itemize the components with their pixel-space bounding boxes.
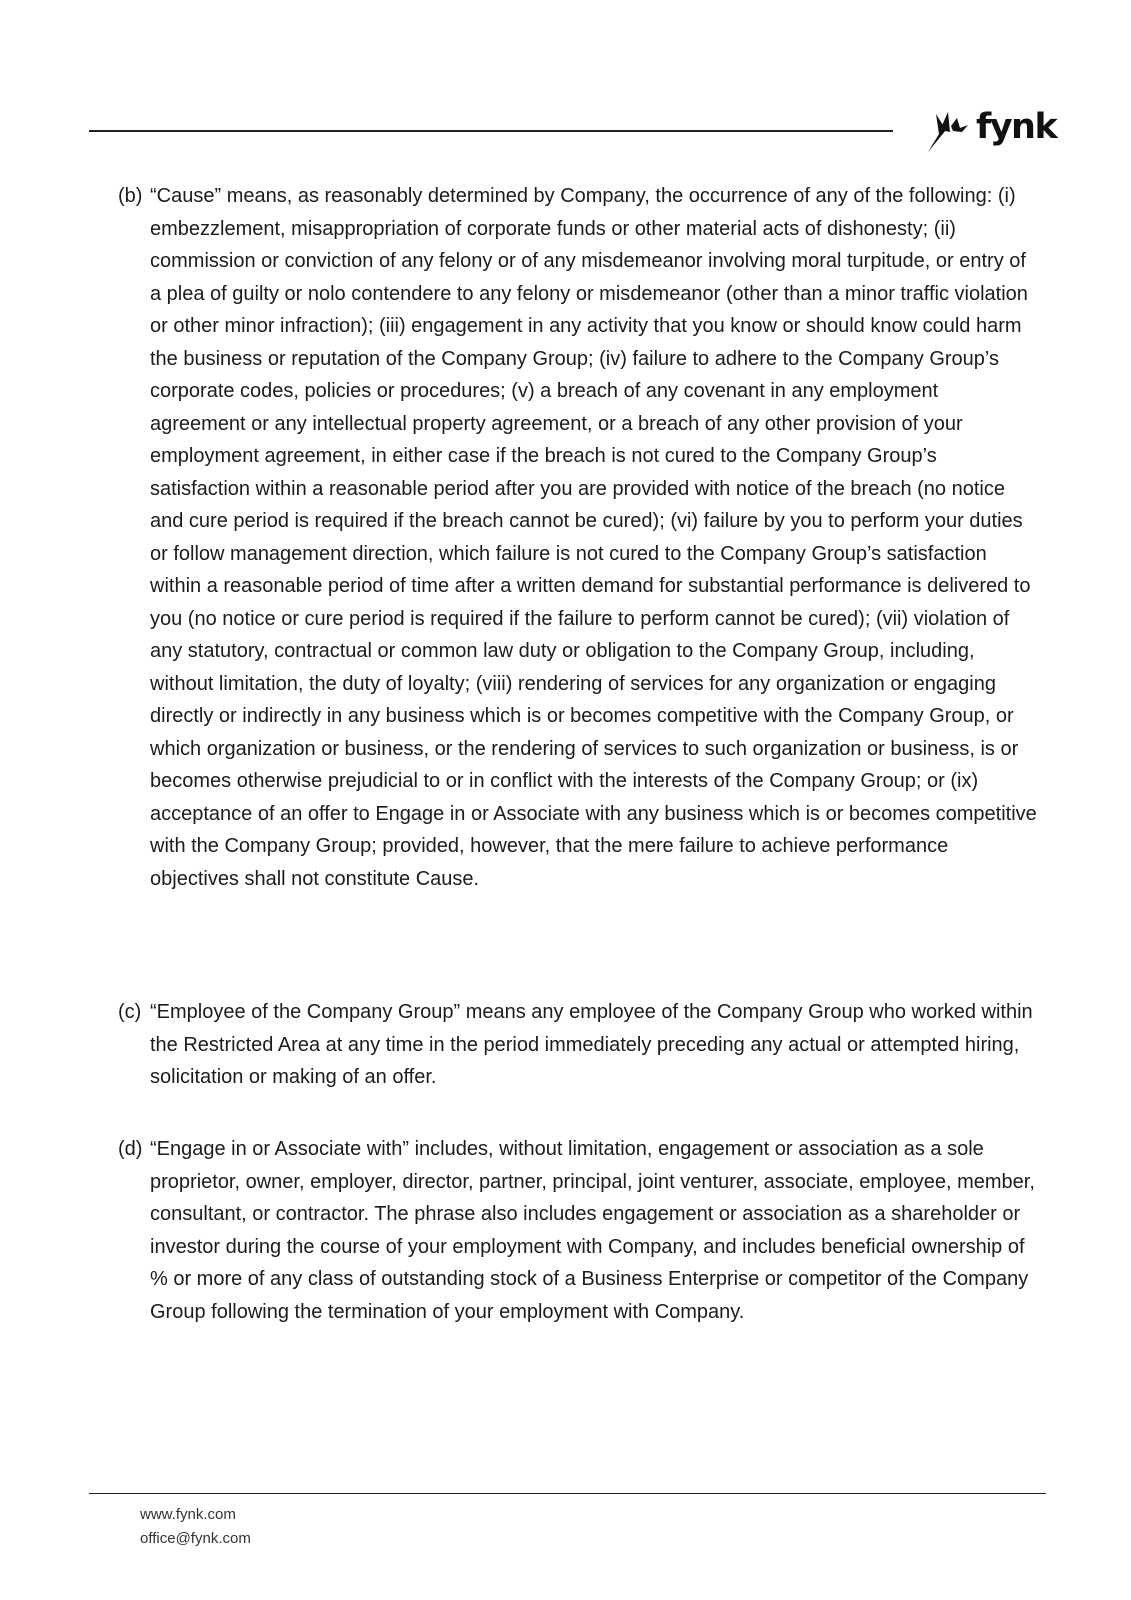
clause-d bbox=[118, 1133, 1038, 1328]
clause-text: “Employee of the Company Group” means any employee of the Company Group who worked within the Restricted Area at any time in the period immediately preceding any actual or attempted hiring, solicitation or making of an offer. bbox=[150, 1001, 1033, 1088]
brand-name: fynk bbox=[976, 107, 1057, 147]
clause-label: (b) bbox=[118, 185, 143, 207]
header-divider bbox=[89, 130, 893, 132]
bird-logo-icon bbox=[922, 106, 974, 158]
clause-c bbox=[118, 996, 1038, 1094]
clause-text: “Engage in or Associate with” includes, without limitation, engagement or association as a sole proprietor, owner, employer, director, partner, principal, joint venturer, associate, employee, member, consultant, or contractor. The phrase also includes engagement or association as a shareholder or investor during the course of your employment with Company, and includes beneficial ownership of % or more of any class of outstanding stock of a Business Enterprise or competitor of the Company Group following the termination of your employment with Company. bbox=[150, 1138, 1035, 1323]
footer-website-link[interactable]: www.fynk.com bbox=[140, 1506, 236, 1523]
clause-label: (d) bbox=[118, 1138, 143, 1160]
footer bbox=[140, 1503, 251, 1551]
fynk-logo bbox=[922, 104, 1057, 162]
clause-text: “Cause” means, as reasonably determined by Company, the occurrence of any of the following: (i) embezzlement, misappropriation of corporate funds or other material acts of dishonesty; (ii) commission or conviction of any felony or of any misdemeanor involving moral turpitude, or entry of a plea of guilty or nolo contendere to any felony or misdemeanor (other than a minor traffic violation or other minor infraction); (iii) engagement in any activity that you know or should know could harm the business or reputation of the Company Group; (iv) failure to adhere to the Company Group’s corporate codes, policies or procedures; (v) a breach of any covenant in any employment agreement or any intellectual property agreement, or a breach of any other provision of your employment agreement, in either case if the breach is not cured to the Company Group’s satisfaction within a reasonable period after you are provided with notice of the breach (no notice and cure period is required if the breach cannot be cured); (vi) failure by you to perform your duties or follow management direction, which failure is not cured to the Company Group’s satisfaction within a reasonable period of time after a written demand for substantial performance is delivered to you (no notice or cure period is required if the failure to perform cannot be cured); (vii) violation of any statutory, contractual or common law duty or obligation to the Company Group, including, without limitation, the duty of loyalty; (viii) rendering of services for any organization or engaging directly or indirectly in any business which is or becomes competitive with the Company Group, or which organization or business, or the rendering of services to such organization or business, is or becomes otherwise prejudicial to or in conflict with the interests of the Company Group; or (ix) acceptance of an offer to Engage in or Associate with any business which is or becomes competitive with the Company Group; provided, however, that the mere failure to achieve performance objectives shall not constitute Cause. bbox=[150, 185, 1037, 890]
footer-divider bbox=[89, 1493, 1046, 1494]
footer-email-link[interactable]: office@fynk.com bbox=[140, 1530, 251, 1547]
clause-label: (c) bbox=[118, 1001, 142, 1023]
clause-b bbox=[118, 180, 1038, 895]
